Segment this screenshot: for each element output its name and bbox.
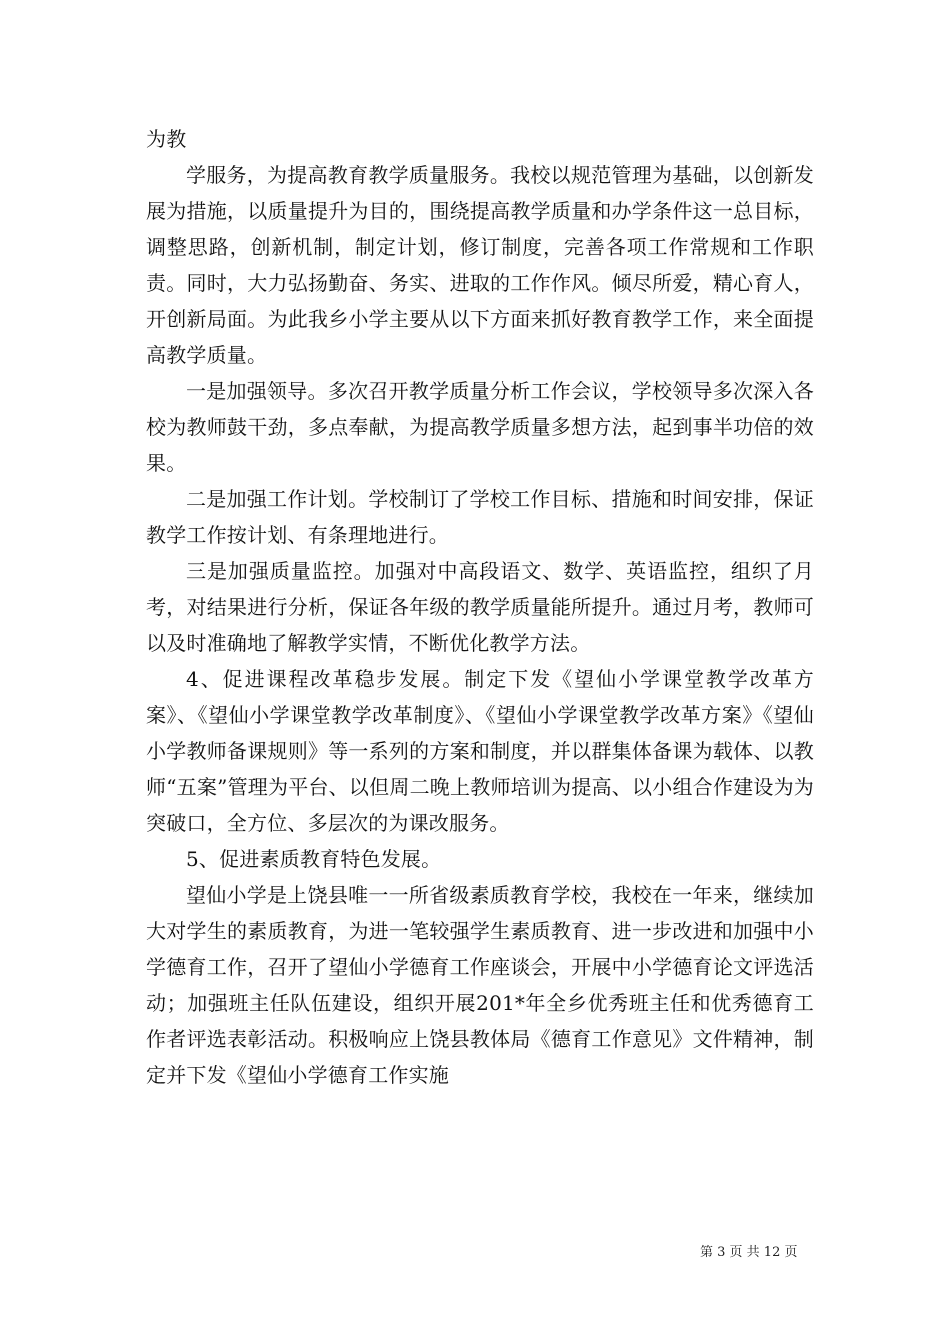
paragraph-intro: 学服务，为提高教育教学质量服务。我校以规范管理为基础，以创新发展为措施，以质量提升为目的，围绕提高教学质量和办学条件这一总目标，调整思路，创新机制，制定计划，修订制度，完善各项工作常规和工作职责。同时，大力弘扬勤奋、务实、进取的工作作风。倾尽所爱，精心育人，开创新局面。为此我乡小学主要从以下方面来抓好教育教学工作，来全面提高教学质量。	[146, 163, 814, 367]
paragraph-quality-education-heading: 5、促进素质教育特色发展。	[186, 847, 442, 871]
paragraph-quality-monitoring: 三是加强质量监控。加强对中高段语文、数学、英语监控，组织了月考，对结果进行分析，保证各年级的教学质量能所提升。通过月考，教师可以及时准确地了解教学实情，不断优化教学方法。	[146, 559, 814, 655]
paragraph-work-plan: 二是加强工作计划。学校制订了学校工作目标、措施和时间安排，保证教学工作按计划、有条理地进行。	[146, 487, 814, 547]
paragraph-fragment: 为教	[146, 127, 187, 151]
page-number-footer: 第 3 页 共 12 页	[700, 1245, 798, 1260]
paragraph-curriculum-reform: 4、促进课程改革稳步发展。制定下发《望仙小学课堂教学改革方案》、《望仙小学课堂教学改革制度》、《望仙小学课堂教学改革方案》《望仙小学教师备课规则》等一系列的方案和制度，并以群集体备课为载体、以教师“五案”管理为平台、以但周二晚上教师培训为提高、以小组合作建设为为突破口，全方位、多层次的为课改服务。	[146, 667, 814, 835]
paragraph-leadership: 一是加强领导。多次召开教学质量分析工作会议，学校领导多次深入各校为教师鼓干劲，多点奉献，为提高教学质量多想方法，起到事半功倍的效果。	[146, 379, 814, 475]
paragraph-quality-education: 望仙小学是上饶县唯一一所省级素质教育学校，我校在一年来，继续加大对学生的素质教育，为进一笔较强学生素质教育、进一步改进和加强中小学德育工作，召开了望仙小学德育工作座谈会，开展中小学德育论文评选活动；加强班主任队伍建设，组织开展201*年全乡优秀班主任和优秀德育工作者评选表彰活动。积极响应上饶县教体局《德育工作意见》文件精神，制定并下发《望仙小学德育工作实施	[146, 883, 814, 1087]
body-text	[146, 121, 814, 1093]
